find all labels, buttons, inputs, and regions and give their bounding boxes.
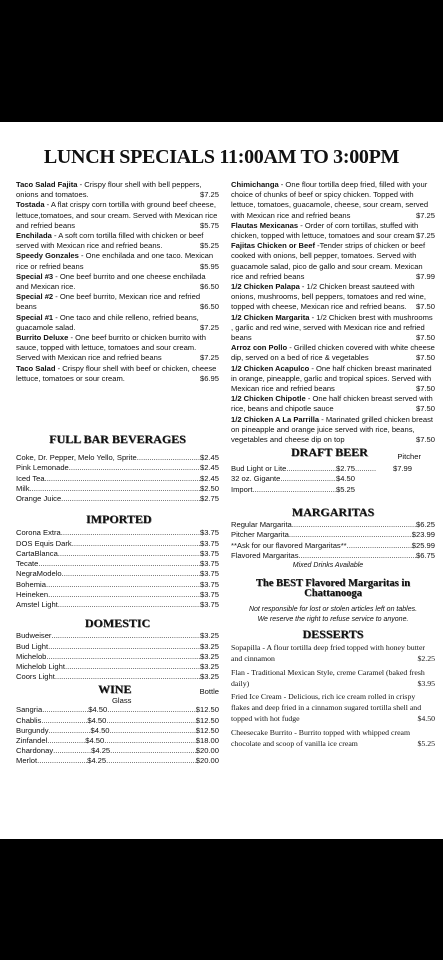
menu-item [16, 364, 219, 384]
leader-dots [49, 726, 91, 736]
desserts-heading: DESSERTS [302, 626, 364, 641]
menu-item-name: 1/2 Chicken Chipotle [231, 394, 306, 404]
wine-name: Zinfandel [16, 735, 48, 745]
item-price: $2.45 [199, 473, 219, 483]
item-name: Flavored Margaritas [231, 550, 299, 560]
menu-page [0, 122, 443, 839]
leader-dots [72, 539, 200, 549]
menu-item [231, 415, 435, 446]
wine-glass-price: $4.25 [87, 756, 107, 766]
menu-item-description: - Marinated grilled chicken breast on pineapple and orange juice served with rice, beans, vegetables and cheese dip on top [231, 414, 434, 445]
mixed-drinks-note: Mixed Drinks Available [292, 561, 364, 569]
margaritas-heading: MARGARITAS [291, 504, 375, 519]
price-row [16, 539, 219, 549]
item-name: CartaBlanca [16, 548, 58, 558]
menu-item-price: $7.25 [199, 322, 219, 332]
item-price: $23.99 [411, 530, 435, 540]
menu-item-price: $7.50 [415, 404, 435, 414]
notice-refuse-service: We reserve the right to refuse service to anyone. [257, 615, 409, 623]
dessert-item [231, 692, 435, 724]
item-price: $3.75 [199, 579, 219, 589]
leader-dots [51, 631, 200, 641]
item-price: $2.45 [199, 463, 219, 473]
leader-dots [347, 541, 412, 551]
menu-item-description: - Order of corn tortillas, stuffed with chicken, topped with lettuce, tomatoes and sour cream [231, 220, 419, 241]
menu-item-price: $7.50 [415, 302, 435, 312]
best-margaritas-banner: The BEST Flavored Margaritas in Chattanooga [255, 578, 411, 600]
item-name: Michelob Light [16, 661, 65, 671]
menu-item-description: - 1/2 Chicken brest with mushrooms , garlic and red wine, served with Mexican rice and refried beans [231, 312, 433, 343]
dessert-text: Cheesecake Burrito - Burrito topped with whipped cream chocolate and scoop of vanilla ice cream [231, 727, 411, 748]
wine-bottle-price: $12.50 [195, 725, 219, 735]
dessert-text: Fried Ice Cream - Delicious, rich ice cream rolled in crispy flakes and deep fried in a cinnamon sugared tortilla shell and topped with hot fudge [231, 692, 422, 723]
price-row [16, 528, 219, 538]
menu-item-name: Burrito Deluxe [16, 333, 69, 343]
menu-item-name: Flautas Mexicanas [231, 220, 299, 230]
wine-name: Sangria [16, 705, 43, 715]
dessert-item [231, 668, 435, 690]
item-price: $3.25 [199, 651, 219, 661]
leader-dots [46, 652, 200, 662]
menu-item-description: - Grilled chicken covered with white cheese dip, served on a bed of rice & vegetables [231, 343, 435, 363]
leader-dots [58, 549, 200, 559]
menu-item-price: $7.25 [415, 231, 435, 241]
wine-bottle-price: $12.50 [195, 715, 219, 725]
leader-dots [286, 464, 336, 474]
leader-dots [45, 474, 200, 484]
draft-pitcher-price: $7.99 [393, 464, 413, 474]
dessert-text: Sopapilla - A flour tortilla deep fried topped with honey butter and cinnamon [231, 643, 426, 663]
item-price: $3.25 [199, 672, 219, 682]
wine-glass-price: $4.50 [87, 715, 107, 725]
price-row [16, 569, 219, 579]
leader-dots [61, 528, 200, 538]
menu-item [16, 180, 219, 200]
wine-row [16, 736, 219, 746]
dessert-item [231, 643, 435, 665]
dessert-price: $2.25 [417, 653, 435, 663]
menu-item-name: Chimichanga [231, 180, 279, 189]
price-row [16, 463, 219, 473]
item-price: $3.25 [199, 631, 219, 641]
leader-dots [48, 590, 200, 600]
menu-item [231, 394, 435, 414]
price-row [16, 590, 219, 600]
item-name: Amstel Light [16, 599, 58, 609]
menu-item [16, 200, 219, 231]
item-price: $3.75 [199, 589, 219, 599]
pitcher-label: Pitcher [397, 452, 421, 462]
item-price: $3.25 [199, 641, 219, 651]
right-column [231, 180, 435, 752]
leader-dots [41, 716, 87, 726]
menu-item-name: Speedy Gonzales [16, 251, 79, 261]
leader-dots [38, 559, 200, 569]
item-name: Iced Tea [16, 473, 45, 483]
leader-dots [65, 662, 200, 672]
leader-dots [53, 746, 91, 756]
leader-dots [61, 494, 200, 504]
price-row [16, 600, 219, 610]
item-name: Coke, Dr. Pepper, Melo Yello, Sprite [16, 453, 137, 463]
leader-dots [58, 600, 200, 610]
menu-item-description: - One flour tortilla deep fried, filled with your choice of chunks of beef or spicy chicken. Topped with lettuce, tomatoes, guacamole, cheese, sour cream, served with Mexican rice and refried beans [231, 180, 429, 220]
leader-dots [299, 551, 416, 561]
leader-dots [69, 463, 200, 473]
menu-item-price: $7.50 [415, 353, 435, 363]
menu-item-description: - Crispy flour shell with bell peppers, onions and tomatoes. [16, 180, 202, 200]
menu-item-price: $7.25 [199, 353, 219, 363]
page-title: LUNCH SPECIALS 11:00AM TO 3:00PM [43, 146, 400, 168]
wine-list [16, 705, 219, 766]
item-price: $3.25 [199, 661, 219, 671]
menu-item-price: $6.50 [199, 282, 219, 292]
price-row [231, 520, 435, 530]
menu-item-price: $7.25 [199, 190, 219, 200]
menu-item-name: Arroz con Pollo [231, 343, 288, 353]
wine-glass-price: $4.50 [88, 705, 108, 715]
draft-price: $5.25 [335, 484, 355, 494]
draft-list [231, 464, 435, 495]
item-price: $3.75 [199, 538, 219, 548]
leader-dots [30, 484, 200, 494]
price-row [16, 484, 219, 494]
menu-item [16, 313, 219, 333]
menu-item-description: - One half chicken breast served with rice, beans and chipotle sauce [231, 394, 433, 414]
price-row [16, 652, 219, 662]
notice-lost-articles: Not responsible for lost or stolen articles left on tables. [248, 605, 418, 613]
leader-dots [110, 726, 196, 736]
wine-bottle-price: $20.00 [195, 756, 219, 766]
menu-item-description: - One taco and chile relleno, refried beans, guacamole salad. [16, 312, 199, 332]
menu-item-description: - One beef burrito or chicken burrito with sauce, topped with lettuce, tomatoes and sour cream. Served with Mexican rice and refried beans [16, 333, 206, 363]
menu-item-description: - One enchilada and one taco. Mexican rice or refried beans [16, 251, 214, 271]
draft-row [231, 464, 355, 474]
menu-item-price: $7.50 [415, 384, 435, 394]
item-price: $25.99 [411, 540, 435, 550]
leader-dots [46, 580, 200, 590]
wine-row [16, 716, 219, 726]
price-row [16, 453, 219, 463]
price-row [231, 551, 435, 561]
item-name: Milk [16, 483, 30, 493]
wine-glass-price: $4.50 [90, 725, 110, 735]
wine-glass-price: $4.50 [85, 735, 105, 745]
menu-item-name: Special #1 [16, 312, 54, 322]
wine-glass-price: $4.25 [91, 746, 111, 756]
price-row [16, 642, 219, 652]
item-name: Corona Extra [16, 528, 61, 538]
item-name: Michelob [16, 651, 47, 661]
wine-name: Burgundy [16, 725, 49, 735]
menu-item-description: - One half chicken breast marinated in orange, pineapple, garlic and tropical spices. Served with Mexican rice and refried beans [231, 363, 432, 394]
menu-item-price: $5.25 [199, 241, 219, 251]
menu-item-price: $7.25 [415, 210, 435, 220]
draft-price: $4.50 [335, 474, 355, 484]
menu-item [231, 241, 435, 282]
price-row [16, 672, 219, 682]
wine-glass-label: Glass [112, 696, 132, 706]
draft-name: 32 oz. Gigante [231, 474, 281, 484]
dessert-item [231, 728, 435, 750]
item-name: Tecate [16, 559, 39, 569]
menu-item-price: $7.50 [415, 435, 435, 445]
menu-item [16, 251, 219, 271]
wine-name: Chardonay [16, 746, 54, 756]
menu-item-name: 1/2 Chicken Margarita [231, 312, 310, 322]
menu-item [231, 343, 435, 363]
dessert-price: $4.50 [417, 713, 435, 723]
menu-item-name: Taco Salad [16, 363, 56, 373]
wine-row [16, 705, 219, 715]
menu-item-price: $6.50 [199, 302, 219, 312]
item-price: $2.45 [199, 453, 219, 463]
leader-dots [104, 736, 196, 746]
price-row [16, 580, 219, 590]
item-name: Heineken [16, 589, 49, 599]
dessert-price: $5.25 [417, 738, 435, 748]
menu-item-name: 1/2 Chicken Palapa [231, 282, 300, 292]
item-name: NegraModelo [16, 569, 62, 579]
price-row [16, 662, 219, 672]
price-row [231, 530, 435, 540]
imported-list [16, 528, 219, 610]
menu-item [231, 221, 435, 241]
leader-dots [253, 485, 336, 495]
item-name: Bud Light [16, 641, 49, 651]
left-column [16, 180, 219, 767]
leader-dots [106, 756, 196, 766]
full-bar-heading: FULL BAR BEVERAGES [49, 432, 186, 447]
menu-item-description: - One beef burrito, Mexican rice and refried beans [16, 292, 201, 312]
item-price: $3.75 [199, 528, 219, 538]
menu-item [16, 333, 219, 364]
price-row [16, 559, 219, 569]
menu-item-price: $5.75 [199, 220, 219, 230]
wine-bottle-label: Bottle [199, 687, 219, 697]
draft-header [231, 447, 435, 461]
leader-dots [107, 705, 196, 715]
draft-line [231, 474, 435, 484]
leader-dots [37, 756, 87, 766]
item-price: $6.75 [415, 550, 435, 560]
leader-dots [280, 474, 336, 484]
item-name: Bohemia [16, 579, 46, 589]
menu-item-description: - One beef burrito and one cheese enchilada and Mexican rice. [16, 271, 206, 292]
leader-dots [110, 746, 196, 756]
item-price: $3.75 [199, 569, 219, 579]
item-price: $3.75 [199, 599, 219, 609]
domestic-heading: DOMESTIC [84, 616, 151, 631]
menu-item-name: Taco Salad Fajita [16, 180, 78, 189]
menu-item-description: - A soft corn tortilla filled with chicken or beef served with Mexican rice and refried beans. [16, 231, 204, 251]
draft-row [231, 485, 355, 495]
menu-item-name: Tostada [16, 200, 45, 210]
menu-item-price: $7.50 [415, 333, 435, 343]
menu-item-name: 1/2 Chicken Acapulco [231, 363, 310, 373]
item-price: $2.75 [199, 494, 219, 504]
menu-item [231, 180, 435, 221]
draft-name: Import [231, 484, 253, 494]
item-price: $2.50 [199, 483, 219, 493]
price-row [16, 631, 219, 641]
menu-item [231, 313, 435, 344]
menu-item [16, 272, 219, 292]
draft-beer-heading: DRAFT BEER [291, 445, 368, 460]
wine-row [16, 726, 219, 736]
wine-bottle-price: $12.50 [195, 705, 219, 715]
wine-name: Chablis [16, 715, 42, 725]
menu-item-description: -Tender strips of chicken or beef cooked with onions, bell pepper, tomatoes. Served with guacamole salad, pico de gallo and sour cream. Mexican rice and refried beans [231, 241, 426, 281]
item-name: Orange Juice [16, 494, 62, 504]
draft-row [231, 474, 355, 484]
desserts-list [231, 643, 435, 749]
menu-item [16, 231, 219, 251]
leader-dots [289, 530, 412, 540]
wine-name: Merlot [16, 756, 38, 766]
leader-dots [292, 520, 416, 530]
leader-dots [137, 453, 200, 463]
lunch-specials-right [231, 180, 435, 445]
item-name: Regular Margarita [231, 520, 292, 530]
item-name: Pink Lemonade [16, 463, 69, 473]
price-row [16, 494, 219, 504]
menu-item-price: $7.99 [415, 271, 435, 281]
wine-row [16, 756, 219, 766]
menu-item-description: - Crispy flour shell with beef or chicken, cheese lettuce, tomatoes or sour cream. [16, 363, 217, 383]
menu-item [16, 292, 219, 312]
menu-item [231, 364, 435, 395]
wine-bottle-price: $20.00 [195, 746, 219, 756]
menu-item-description: - 1/2 Chicken breast sauteed with onions, mushrooms, bell peppers, tomatoes and red wine, topped with cheese, Mexican rice and refried beans. [231, 282, 427, 312]
margaritas-list [231, 520, 435, 561]
leader-dots [47, 736, 85, 746]
draft-line [231, 464, 435, 474]
item-name: Pitcher Margarita [231, 530, 289, 540]
draft-price: $2.75 [335, 464, 355, 474]
wine-row [16, 746, 219, 756]
price-row [16, 474, 219, 484]
wine-header [16, 684, 219, 696]
item-name: **Ask for our flavored Margaritas** [231, 540, 347, 550]
full-bar-list [16, 453, 219, 504]
item-price: $3.75 [199, 559, 219, 569]
imported-heading: IMPORTED [86, 512, 152, 527]
domestic-list [16, 631, 219, 682]
leader-dots [48, 642, 200, 652]
item-price: $3.75 [199, 548, 219, 558]
draft-line [231, 485, 435, 495]
draft-name: Bud Light or Lite [231, 464, 287, 474]
menu-item-name: Enchilada [16, 231, 52, 241]
dessert-text: Flan - Traditional Mexican Style, creme Caramel (baked fresh daily) [231, 667, 425, 688]
item-name: DOS Equis Dark [16, 538, 72, 548]
price-row [231, 541, 435, 551]
lunch-specials-left [16, 180, 219, 384]
leader-dots [42, 705, 88, 715]
leader-dots: .......... [355, 464, 377, 474]
menu-item-name: Special #2 [16, 292, 54, 302]
price-row [16, 549, 219, 559]
leader-dots [55, 672, 200, 682]
menu-item-name: Special #3 [16, 271, 54, 281]
menu-item-price: $5.95 [199, 261, 219, 271]
dessert-price: $3.95 [417, 678, 435, 688]
menu-item [231, 282, 435, 313]
item-name: Coors Light [16, 672, 55, 682]
menu-item-name: 1/2 Chicken A La Parrilla [231, 414, 320, 424]
item-price: $6.25 [415, 520, 435, 530]
item-name: Budweiser [16, 631, 52, 641]
menu-item-price: $6.95 [199, 373, 219, 383]
wine-heading: WINE [98, 682, 132, 697]
leader-dots [62, 569, 200, 579]
menu-item-name: Fajitas Chicken or Beef [231, 241, 315, 251]
wine-bottle-price: $18.00 [195, 735, 219, 745]
leader-dots [106, 716, 195, 726]
menu-item-description: - A flat crispy corn tortilla with ground beef cheese, lettuce,tomatoes, and sour cream. Served with Mexican rice and refried beans [16, 200, 218, 230]
